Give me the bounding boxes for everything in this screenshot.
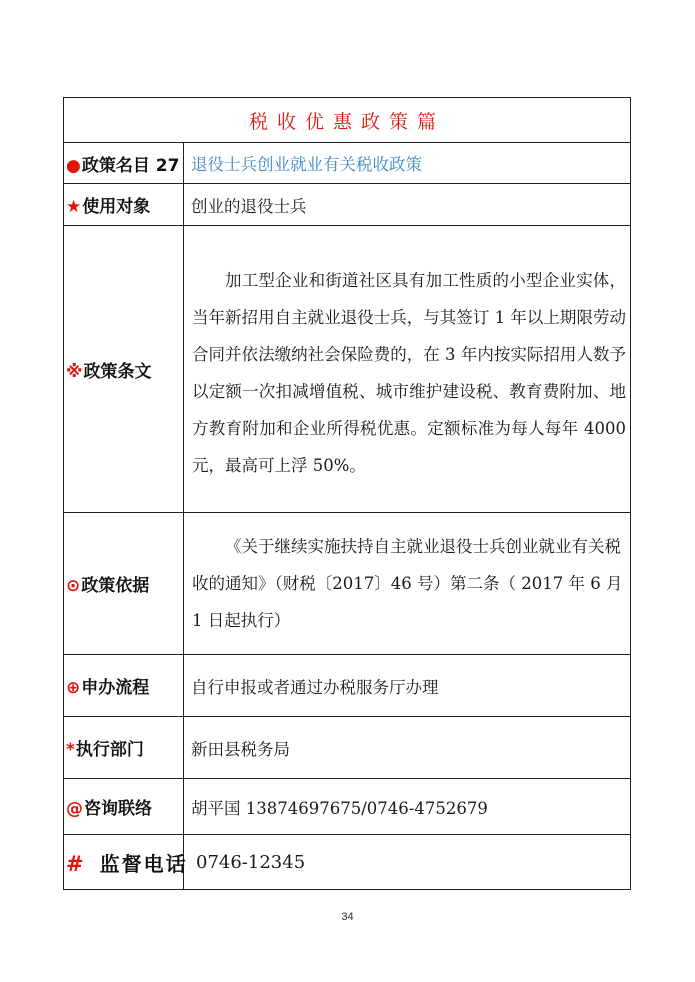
value-process: 自行申报或者通过办税服务厅办理 [184,655,631,717]
value-department: 新田县税务局 [184,717,631,779]
row-basis [64,513,631,655]
page-title: 税收优惠政策篇 [64,98,631,143]
star-icon: ★ [66,197,82,217]
row-process [64,655,631,717]
label-process: ⊕申办流程 [64,655,184,717]
value-target: 创业的退役士兵 [184,184,631,226]
value-clause: 加工型企业和街道社区具有加工性质的小型企业实体，当年新招用自主就业退役士兵，与其签订 1 年以上期限劳动合同并依法缴纳社会保险费的，在 3 年内按实际招用人数予以定额一次扣减增值税、城市维护建设税、教育费附加、地方教育附加和企业所得税优惠。定额标准为每人每年 4000 元，最高可上浮 50%。 [192,271,626,475]
red-dot-icon: ● [66,155,81,176]
reference-mark-icon: ※ [66,361,83,382]
label-target: ★使用对象 [64,184,184,226]
value-policy-name: 退役士兵创业就业有关税收政策 [184,143,631,184]
label-clause: ※政策条文 [64,226,184,513]
value-hotline: 0746-12345 [184,835,631,890]
value-contact: 胡平国 13874697675/0746-4752679 [184,779,631,835]
row-hotline [64,835,631,890]
policy-table [63,97,631,890]
label-contact: @咨询联络 [64,779,184,835]
label-basis: ⊙政策依据 [64,513,184,655]
circled-plus-icon: ⊕ [66,678,81,698]
at-sign-icon: @ [66,799,83,819]
row-policy-name [64,143,631,184]
label-policy-name: ●政策名目 27 [64,143,184,184]
value-basis: 《关于继续实施扶持自主就业退役士兵创业就业有关税收的通知》（财税〔2017〕46 号）第二条（ 2017 年 6 月 1 日起执行） [192,537,623,630]
row-department [64,717,631,779]
label-hotline: # 监督电话 [64,835,184,890]
asterisk-icon: * [66,740,75,760]
row-target [64,184,631,226]
row-contact [64,779,631,835]
page-number: 34 [341,911,354,923]
circled-dot-icon: ⊙ [66,576,81,596]
row-clause [64,226,631,513]
hash-icon: # [66,851,86,876]
label-department: *执行部门 [64,717,184,779]
